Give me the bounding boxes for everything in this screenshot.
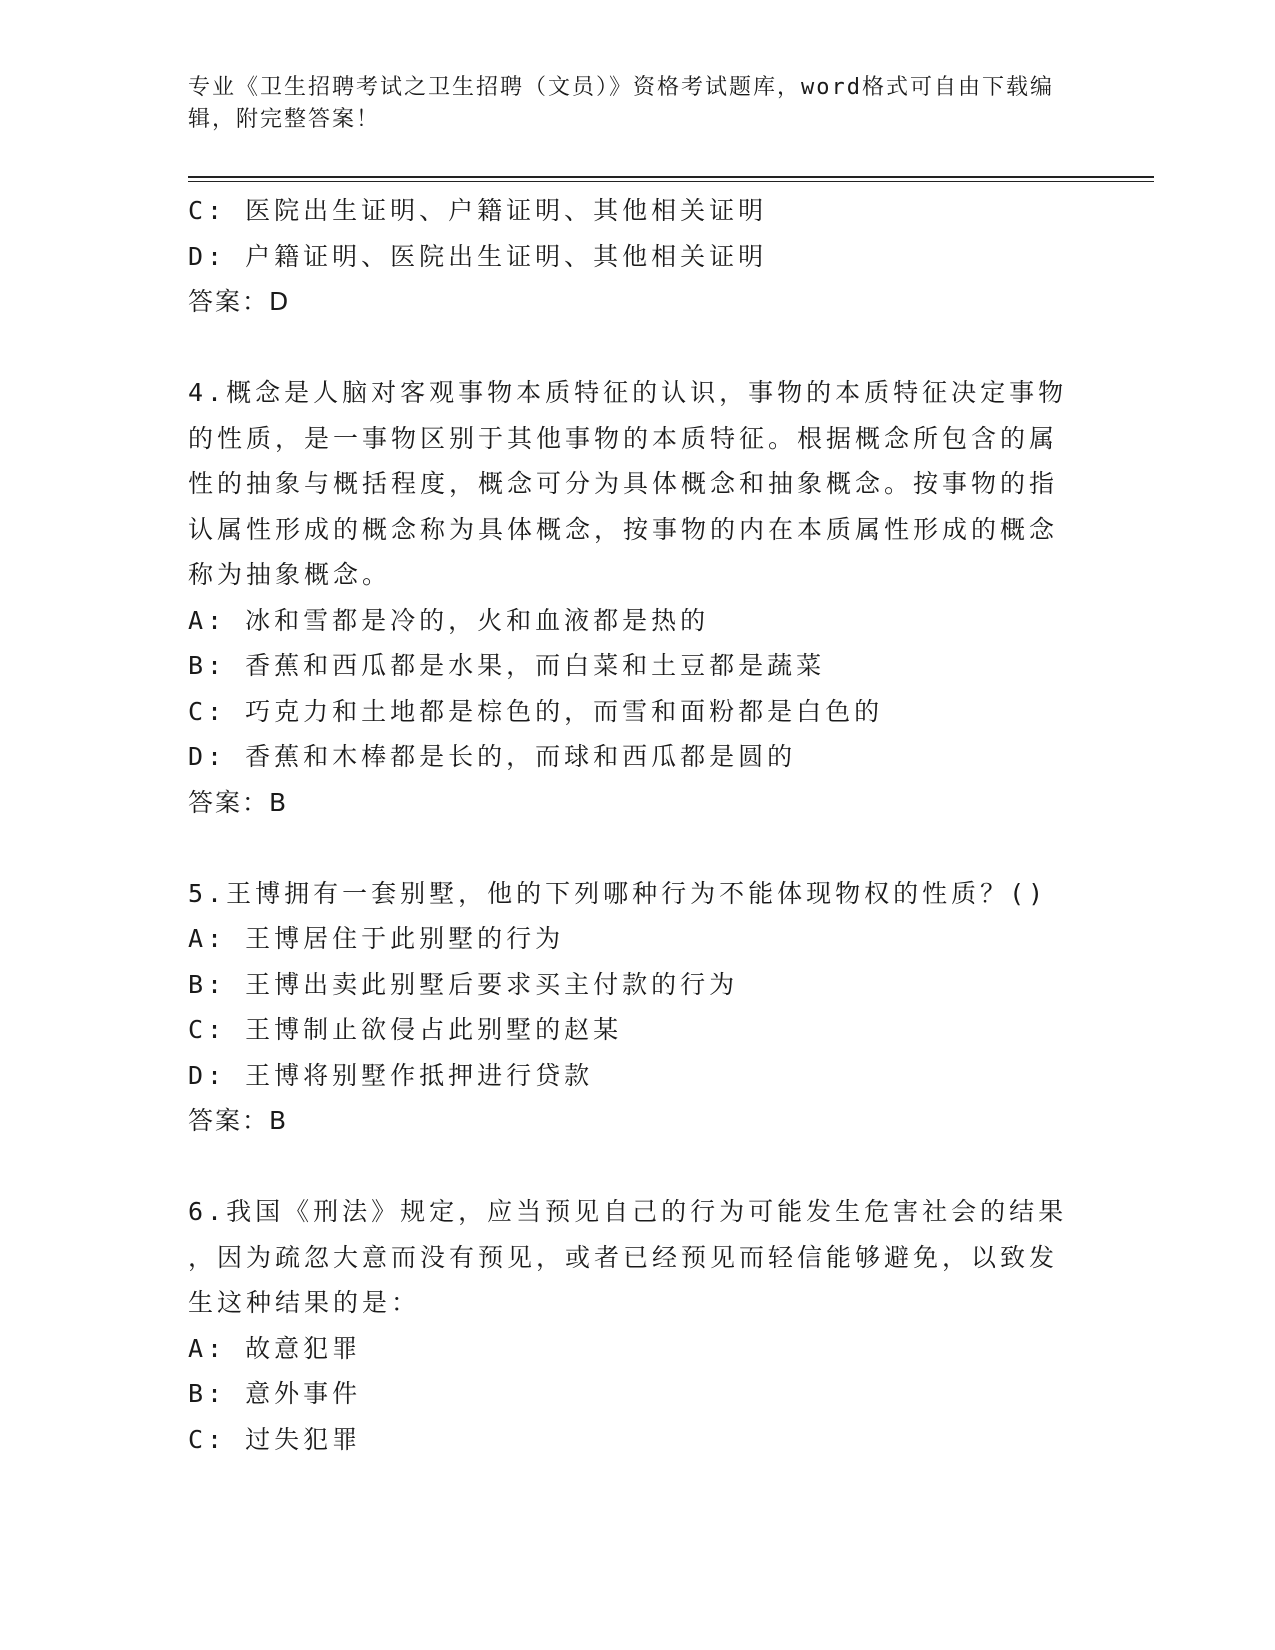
question-4	[188, 370, 1068, 825]
option-d: D: 王博将别墅作抵押进行贷款	[188, 1060, 594, 1090]
header-divider-thick	[188, 176, 1154, 178]
option-c: C: 王博制止欲侵占此别墅的赵某	[188, 1015, 623, 1044]
spacer	[188, 1144, 1068, 1190]
option-a: A: 王博居住于此别墅的行为	[188, 924, 565, 953]
question-stem-line: 4.概念是人脑对客观事物本质特征的认识，事物的本质特征决定事物	[188, 378, 1068, 407]
question-stem-line: ，因为疏忽大意而没有预见，或者已经预见而轻信能够避免，以致发	[188, 1242, 1059, 1272]
option-b: B: 王博出卖此别墅后要求买主付款的行为	[188, 969, 739, 999]
question-3-tail	[188, 188, 1068, 325]
question-stem-line: 称为抽象概念。	[188, 560, 392, 589]
question-5	[188, 871, 1068, 1144]
option-b: B: 意外事件	[188, 1379, 362, 1408]
option-a: A: 冰和雪都是冷的，火和血液都是热的	[188, 605, 710, 635]
question-stem-line: 5.王博拥有一套别墅，他的下列哪种行为不能体现物权的性质？()	[188, 878, 1048, 908]
option-d: D: 户籍证明、医院出生证明、其他相关证明	[188, 241, 768, 271]
question-stem-line: 认属性形成的概念称为具体概念，按事物的内在本质属性形成的概念	[188, 514, 1059, 544]
option-c: C: 巧克力和土地都是棕色的，而雪和面粉都是白色的	[188, 696, 884, 726]
question-stem-line: 性的抽象与概括程度，概念可分为具体概念和抽象概念。按事物的指	[188, 469, 1059, 498]
option-c: C: 过失犯罪	[188, 1424, 362, 1454]
option-d: D: 香蕉和木棒都是长的，而球和西瓜都是圆的	[188, 742, 797, 771]
answer-label: 答案：B	[188, 1106, 289, 1135]
page-header: 专业《卫生招聘考试之卫生招聘（文员）》资格考试题库，word格式可自由下载编辑，附完整答案！	[188, 75, 1054, 132]
question-stem-line: 的性质，是一事物区别于其他事物的本质特征。根据概念所包含的属	[188, 423, 1059, 453]
answer-label: 答案：D	[188, 287, 291, 316]
header-divider-thin	[188, 181, 1154, 182]
answer-label: 答案：B	[188, 787, 289, 817]
option-c: C: 医院出生证明、户籍证明、其他相关证明	[188, 196, 768, 225]
spacer	[188, 325, 1068, 371]
question-stem-line: 生这种结果的是：	[188, 1288, 421, 1317]
option-b: B: 香蕉和西瓜都是水果，而白菜和土豆都是蔬菜	[188, 651, 826, 680]
spacer	[188, 825, 1068, 871]
question-6	[188, 1189, 1068, 1462]
option-a: A: 故意犯罪	[188, 1333, 362, 1363]
question-stem-line: 6.我国《刑法》规定，应当预见自己的行为可能发生危害社会的结果	[188, 1197, 1068, 1226]
question-content	[188, 188, 1068, 1462]
